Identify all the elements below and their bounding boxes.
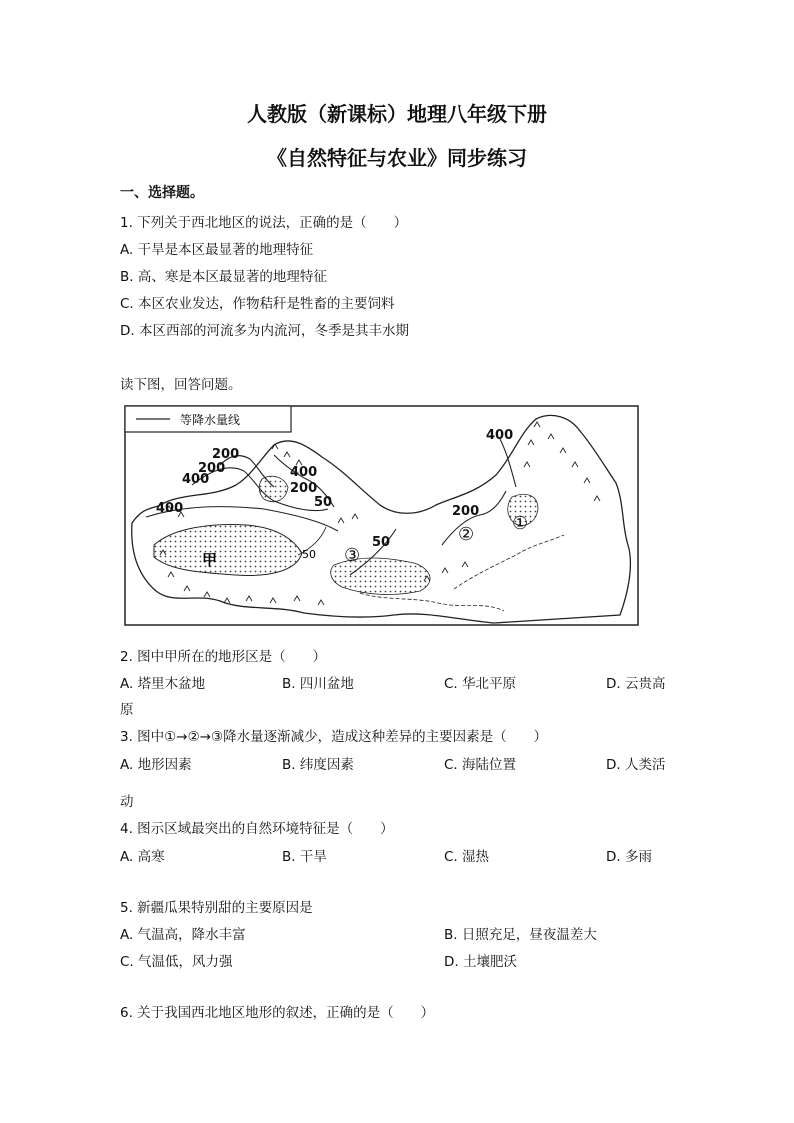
isohyet-label: 200 [290,481,318,496]
q3-option-d: D. 人类活 [606,757,666,773]
isohyet-label: 50 [372,535,391,550]
q5-option-d: D. 土壤肥沃 [444,954,517,970]
q4-option-b: B. 干旱 [282,849,327,865]
q3-option-b: B. 纬度因素 [282,757,354,773]
isohyet-label: 50 [314,495,333,510]
q1-option-c: C. 本区农业发达，作物秸秆是牲畜的主要饲料 [120,296,395,312]
precipitation-map [124,405,640,627]
q1-option-d: D. 本区西部的河流多为内流河，冬季是其丰水期 [120,323,409,339]
isohyet-label: 400 [486,428,514,443]
q3-option-a: A. 地形因素 [120,757,192,773]
q3-option-d-wrap: 动 [120,794,134,810]
q5-option-b: B. 日照充足，昼夜温差大 [444,927,597,943]
q2-option-d: D. 云贵高 [606,676,666,692]
q2-option-b: B. 四川盆地 [282,676,354,692]
page-subtitle: 《自然特征与农业》同步练习 [267,146,527,170]
legend-label: 等降水量线 [180,413,241,427]
q2-option-a: A. 塔里木盆地 [120,676,206,692]
point-2: ② [458,524,475,545]
question-2-stem: 2. 图中甲所在的地形区是（ ） [120,649,327,665]
isohyet-label: 200 [198,461,226,476]
point-3: ③ [344,545,361,566]
isohyet-label: 400 [182,472,210,487]
isohyet-label: 400 [156,501,184,516]
q3-option-c: C. 海陆位置 [444,757,517,773]
isohyet-label: 50 [302,548,316,561]
q2-option-d-wrap: 原 [120,702,134,718]
question-6-stem: 6. 关于我国西北地区地形的叙述，正确的是（ ） [120,1005,435,1021]
section-heading: 一、选择题。 [120,185,204,201]
q2-option-c: C. 华北平原 [444,676,517,692]
q4-option-d: D. 多雨 [606,849,652,865]
isohyet-label: 200 [452,504,480,519]
q4-option-a: A. 高寒 [120,849,165,865]
isohyet-label: 200 [212,447,240,462]
page-title: 人教版（新课标）地理八年级下册 [247,102,547,126]
point-1: ① [512,513,529,534]
question-5-stem: 5. 新疆瓜果特别甜的主要原因是 [120,900,313,916]
region-jia-label: 甲 [202,551,218,569]
q1-option-a: A. 干旱是本区最显著的地理特征 [120,242,314,258]
q5-option-a: A. 气温高，降水丰富 [120,927,246,943]
q4-option-c: C. 湿热 [444,849,490,865]
question-1-stem: 1. 下列关于西北地区的说法，正确的是（ ） [120,215,408,231]
read-prompt: 读下图，回答问题。 [120,377,242,393]
question-4-stem: 4. 图示区域最突出的自然环境特征是（ ） [120,821,394,837]
q5-option-c: C. 气温低，风力强 [120,954,233,970]
q1-option-b: B. 高、寒是本区最显著的地理特征 [120,269,327,285]
question-3-stem: 3. 图中①→②→③降水量逐渐减少，造成这种差异的主要因素是（ ） [120,729,548,745]
isohyet-label: 400 [290,465,318,480]
